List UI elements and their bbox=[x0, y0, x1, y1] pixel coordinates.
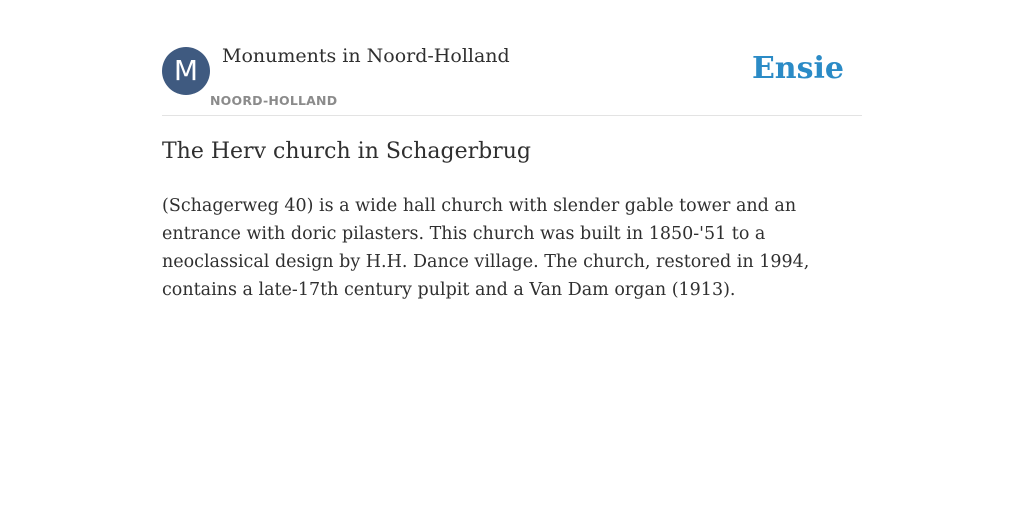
collection-title[interactable]: Monuments in Noord-Holland bbox=[222, 45, 510, 67]
header bbox=[162, 40, 862, 116]
category-tag[interactable]: NOORD-HOLLAND bbox=[210, 93, 338, 108]
avatar[interactable]: M bbox=[162, 47, 210, 95]
brand-logo[interactable]: Ensie bbox=[751, 51, 844, 86]
article-body: (Schagerweg 40) is a wide hall church with slender gable tower and an entrance with doric pilasters. This church was built in 1850-'51 to a neoclassical design by H.H. Dance village. The church, restored in 1994, contains a late-17th century pulpit and a Van Dam organ (1913). bbox=[162, 196, 810, 300]
article-title: The Herv church in Schagerbrug bbox=[162, 139, 532, 164]
